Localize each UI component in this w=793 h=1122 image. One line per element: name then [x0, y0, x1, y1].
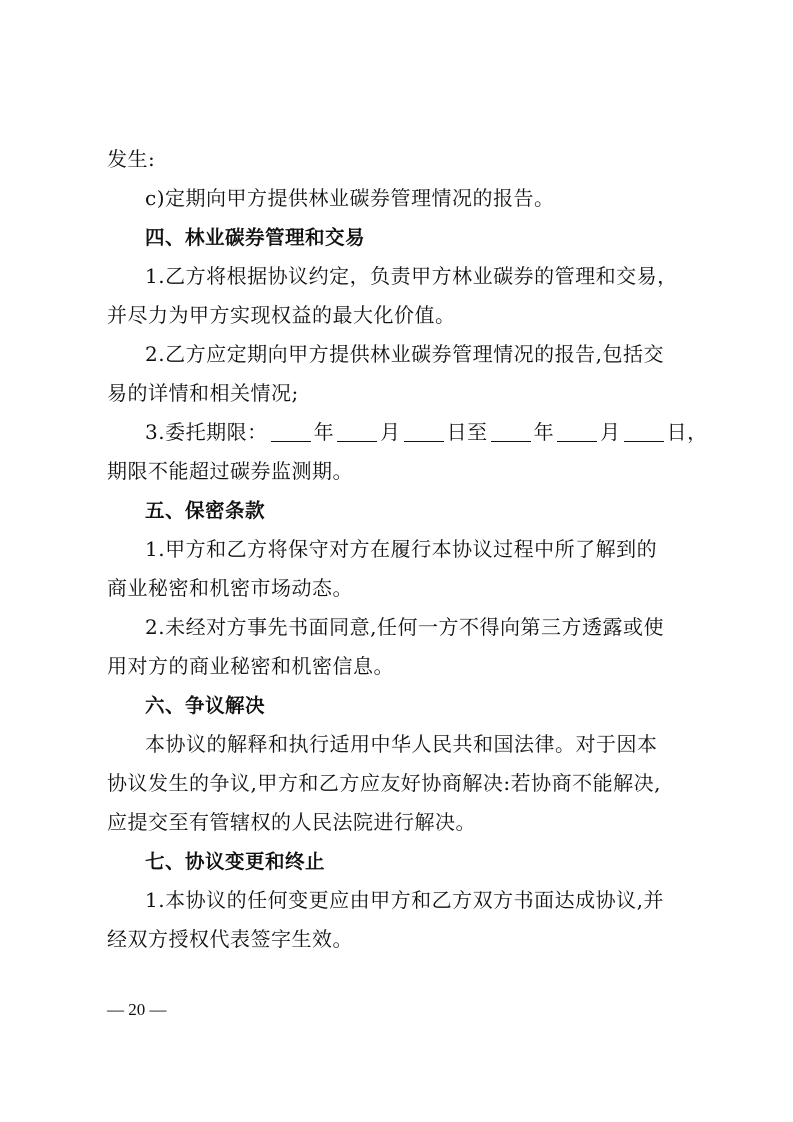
text-line: 应提交至有管辖权的人民法院进行解决。	[107, 810, 476, 834]
text-line: 1.本协议的任何变更应由甲方和乙方双方书面达成协议,并	[145, 888, 664, 912]
year-label: 年	[533, 420, 555, 444]
text-line: 2.乙方应定期向甲方提供林业碳券管理情况的报告,包括交	[145, 342, 664, 366]
month-label: 月	[380, 420, 401, 444]
text-line: 并尽力为甲方实现权益的最大化价值。	[107, 303, 456, 327]
text-line: 1.乙方将根据协议约定，负责甲方林业碳券的管理和交易，	[145, 264, 678, 288]
blank-field	[271, 421, 311, 442]
text-line: 2.未经对方事先书面同意,任何一方不得向第三方透露或使	[145, 615, 664, 639]
term-label: 3.委托期限：	[145, 420, 268, 444]
blank-field	[491, 421, 531, 442]
text-line: 发生:	[107, 147, 156, 171]
section-heading: 七、协议变更和终止	[145, 850, 326, 873]
text-line: 易的详情和相关情况;	[107, 381, 299, 405]
day-to-label: 日至	[446, 420, 488, 444]
section-heading: 五、保密条款	[145, 499, 266, 522]
blank-field	[557, 421, 597, 442]
document-body	[107, 140, 708, 959]
year-label: 年	[313, 420, 335, 444]
text-line: 商业秘密和机密市场动态。	[107, 576, 353, 600]
blank-field	[337, 421, 377, 442]
text-line: 协议发生的争议,甲方和乙方应友好协商解决:若协商不能解决,	[107, 771, 661, 795]
month-label: 月	[600, 420, 621, 444]
section-heading: 四、林业碳券管理和交易	[145, 226, 366, 249]
text-line: c)定期向甲方提供林业碳券管理情况的报告。	[145, 186, 555, 210]
day-end-label: 日，	[666, 420, 708, 444]
section-heading: 六、争议解决	[145, 694, 266, 717]
text-line: 1.甲方和乙方将保守对方在履行本协议过程中所了解到的	[145, 537, 658, 561]
blank-field	[624, 421, 664, 442]
text-line: 期限不能超过碳券监测期。	[107, 459, 353, 483]
text-line: 经双方授权代表签字生效。	[107, 927, 353, 951]
page-number: — 20 —	[107, 1000, 167, 1019]
blank-field	[404, 421, 444, 442]
text-line: 用对方的商业秘密和机密信息。	[107, 654, 394, 678]
term-line	[107, 413, 708, 452]
text-line: 本协议的解释和执行适用中华人民共和国法律。对于因本	[145, 732, 658, 756]
